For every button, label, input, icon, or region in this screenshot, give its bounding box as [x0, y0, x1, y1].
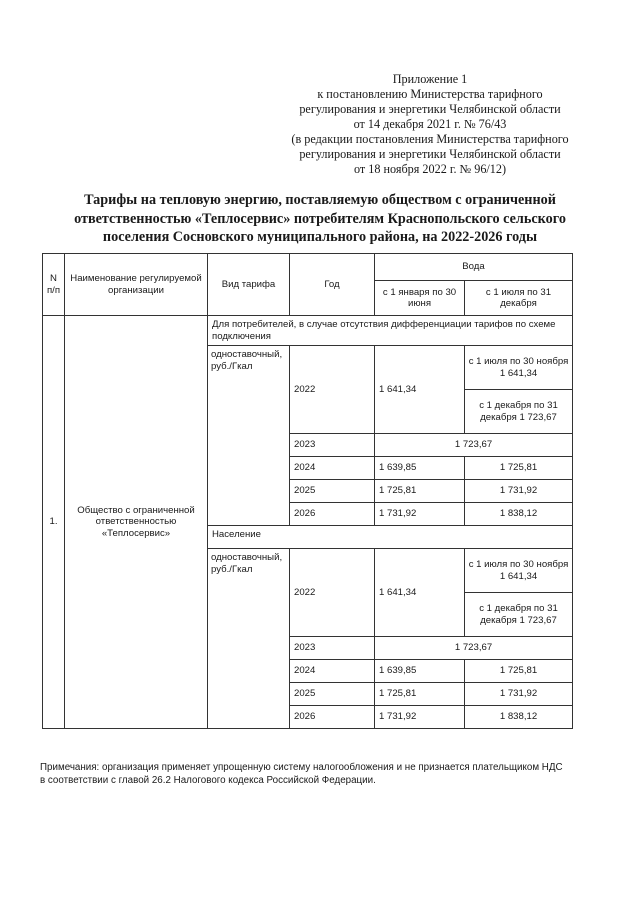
category-row: [43, 316, 573, 346]
value-cell: 1 639,85: [375, 660, 465, 683]
value-cell: 1 731,92: [465, 683, 573, 706]
footnote-line: в соответствии с главой 26.2 Налогового кодекса Российской Федерации.: [40, 774, 376, 786]
year-cell: 2022: [290, 549, 375, 637]
year-cell: 2022: [290, 346, 375, 434]
value-cell: 1 725,81: [465, 660, 573, 683]
annex-reference: [270, 72, 590, 177]
value-cell: с 1 декабря по 31 декабря 1 723,67: [465, 390, 573, 434]
category-label: Население: [208, 526, 573, 549]
value-cell: 1 641,34: [375, 549, 465, 637]
header-num: N п/п: [43, 254, 65, 316]
header-organization: Наименование регулируемой организации: [65, 254, 208, 316]
value-cell: 1 641,34: [375, 346, 465, 434]
year-cell: 2024: [290, 457, 375, 480]
header-water: Вода: [375, 254, 573, 281]
header-row: [43, 254, 573, 281]
header-year: Год: [290, 254, 375, 316]
year-cell: 2024: [290, 660, 375, 683]
value-cell: 1 725,81: [465, 457, 573, 480]
category-label: Для потребителей, в случае отсутствия дифференциации тарифов по схеме подключения: [208, 316, 573, 346]
value-cell: с 1 декабря по 31 декабря 1 723,67: [465, 593, 573, 637]
tariff-kind: одноставочный, руб./Гкал: [208, 346, 290, 526]
year-cell: 2023: [290, 637, 375, 660]
row-number: 1.: [43, 316, 65, 729]
title-line: ответственностью «Теплосервис» потребителям Краснопольского сельского: [74, 210, 566, 227]
organization-name: Общество с ограниченной ответственностью «Теплосервис»: [65, 316, 208, 729]
tariff-kind: одноставочный, руб./Гкал: [208, 549, 290, 729]
annex-line: регулирования и энергетики Челябинской области: [299, 147, 561, 161]
header-tariff-kind: Вид тарифа: [208, 254, 290, 316]
value-cell: 1 838,12: [465, 706, 573, 729]
tariff-table: [42, 253, 573, 729]
header-first-half: с 1 января по 30 июня: [375, 281, 465, 316]
value-cell: 1 838,12: [465, 503, 573, 526]
document-title: [40, 191, 600, 247]
value-cell: с 1 июля по 30 ноября 1 641,34: [465, 346, 573, 390]
title-line: Тарифы на тепловую энергию, поставляемую обществом с ограниченной: [84, 192, 556, 208]
annex-line: регулирования и энергетики Челябинской области: [299, 102, 561, 116]
annex-line: от 14 декабря 2021 г. № 76/43: [353, 117, 507, 131]
value-cell: 1 725,81: [375, 480, 465, 503]
year-cell: 2025: [290, 683, 375, 706]
header-second-half: с 1 июля по 31 декабря: [465, 281, 573, 316]
value-cell: 1 639,85: [375, 457, 465, 480]
value-cell: 1 723,67: [375, 434, 573, 457]
year-cell: 2023: [290, 434, 375, 457]
year-cell: 2026: [290, 706, 375, 729]
value-cell: 1 731,92: [465, 480, 573, 503]
value-cell: с 1 июля по 30 ноября 1 641,34: [465, 549, 573, 593]
value-cell: 1 731,92: [375, 503, 465, 526]
annex-line: Приложение 1: [392, 72, 468, 86]
value-cell: 1 725,81: [375, 683, 465, 706]
annex-line: (в редакции постановления Министерства тарифного: [291, 132, 569, 146]
year-cell: 2025: [290, 480, 375, 503]
annex-line: к постановлению Министерства тарифного: [317, 87, 543, 101]
footnote-line: Примечания: организация применяет упрощенную систему налогообложения и не признается плательщиком НДС: [40, 762, 563, 773]
value-cell: 1 723,67: [375, 637, 573, 660]
annex-line: от 18 ноября 2022 г. № 96/12): [353, 162, 507, 176]
value-cell: 1 731,92: [375, 706, 465, 729]
footnote: [40, 762, 600, 787]
title-line: поселения Сосновского муниципального района, на 2022-2026 годы: [102, 229, 538, 245]
year-cell: 2026: [290, 503, 375, 526]
